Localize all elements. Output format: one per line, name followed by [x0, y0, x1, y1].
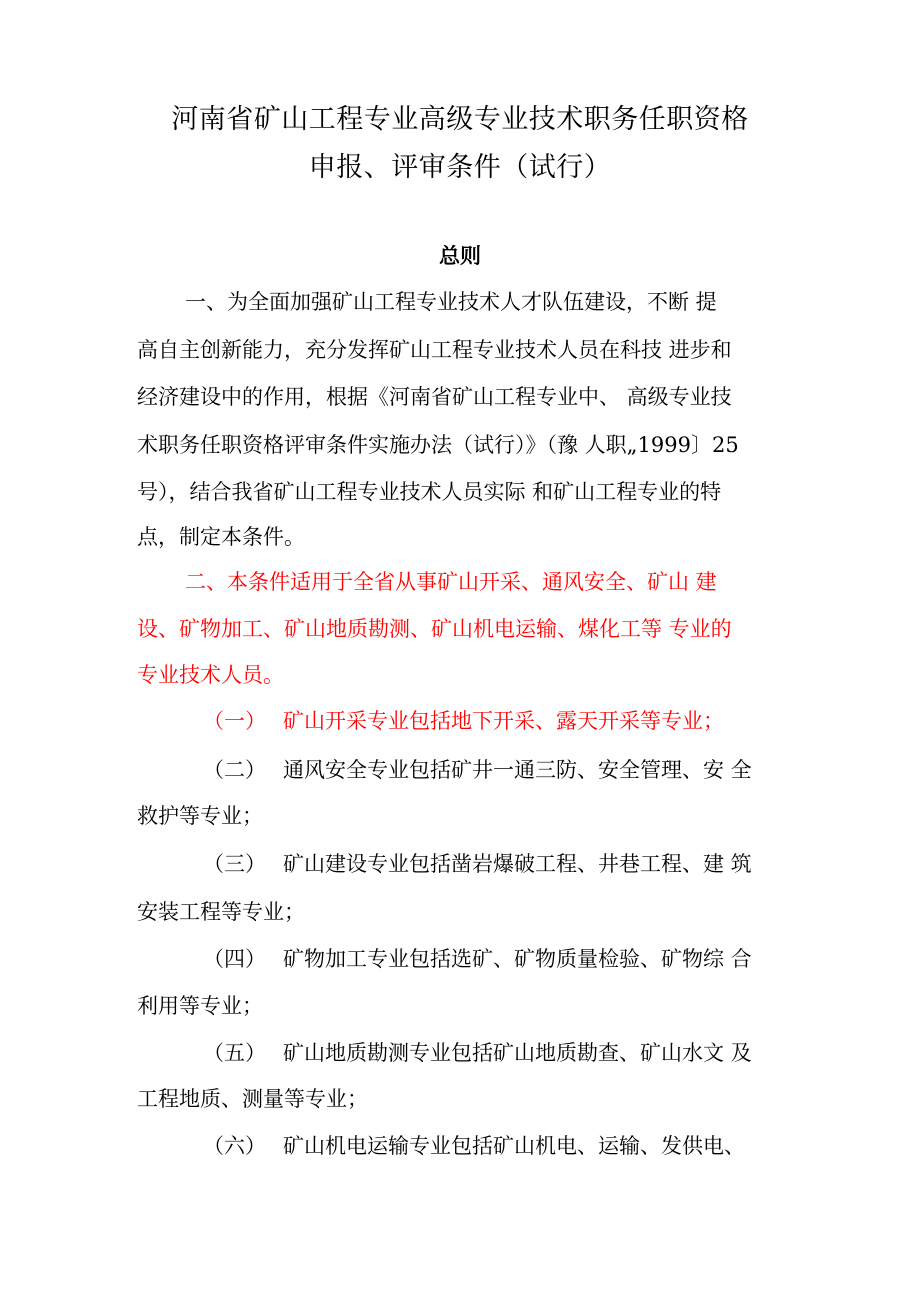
- list-item-number: （三）: [203, 852, 266, 876]
- list-item-text: 矿山机电运输专业包括矿山机电、运输、发供电、: [283, 1134, 745, 1158]
- list-item-number: （四）: [203, 947, 266, 971]
- list-item-text: 工程地质、测量等专业；: [137, 1087, 368, 1111]
- list-item-number: （六）: [203, 1134, 266, 1158]
- paragraph-1-line: 高自主创新能力，充分发挥矿山工程专业技术人员在科技 进步和: [137, 338, 732, 362]
- document-title-line1: 河南省矿山工程专业高级专业技术职务任职资格: [171, 104, 749, 135]
- list-item-text: 矿山地质勘测专业包括矿山地质勘查、矿山水文 及: [283, 1041, 752, 1065]
- list-item-number: （五）: [203, 1041, 266, 1065]
- paragraph-1-line: 经济建设中的作用，根据《河南省矿山工程专业中、 高级专业技: [137, 385, 732, 409]
- section-heading: 总则: [439, 244, 481, 268]
- list-item-number: （二）: [203, 758, 266, 782]
- list-item-text: 利用等专业；: [137, 994, 263, 1018]
- list-item-text: 通风安全专业包括矿井一通三防、安全管理、安 全: [283, 758, 752, 782]
- paragraph-2-line: 二、本条件适用于全省从事矿山开采、通风安全、矿山 建: [185, 570, 717, 594]
- list-item-text: 矿物加工专业包括选矿、矿物质量检验、矿物综 合: [283, 947, 752, 971]
- list-item-text: 矿山建设专业包括凿岩爆破工程、井巷工程、建 筑: [283, 852, 752, 876]
- list-item-text: 救护等专业；: [137, 804, 263, 828]
- document-title-line2: 申报、评审条件（试行）: [308, 152, 612, 183]
- list-item-number: （一）: [203, 709, 266, 733]
- paragraph-2-line: 设、矿物加工、矿山地质勘测、矿山机电运输、煤化工等 专业的: [137, 617, 732, 641]
- paragraph-1-line: 号），结合我省矿山工程专业技术人员实际 和矿山工程专业的特: [137, 480, 722, 504]
- paragraph-1-line: 术职务任职资格评审条件实施办法（试行）》（豫 人职„1999〕25: [137, 433, 739, 457]
- paragraph-1-line: 点，制定本条件。: [137, 525, 305, 549]
- list-item-text: 安装工程等专业；: [137, 900, 305, 924]
- list-item-text: 矿山开采专业包括地下开采、露天开采等专业；: [283, 709, 724, 733]
- paragraph-1-line: 一、为全面加强矿山工程专业技术人才队伍建设，不断 提: [185, 290, 717, 314]
- paragraph-2-line: 专业技术人员。: [137, 663, 284, 687]
